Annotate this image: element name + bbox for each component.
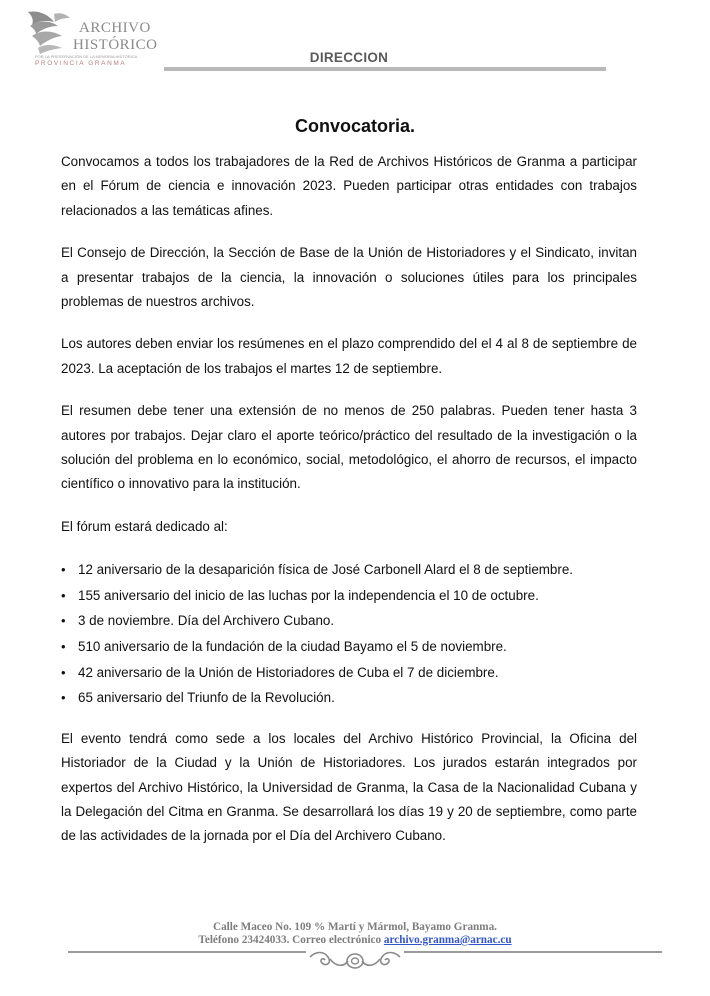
list-item-text: 3 de noviembre. Día del Archivero Cubano. <box>78 613 335 629</box>
logo-tagline: POR LA PRESERVACIÓN DE LA MEMORIA HISTÓRICA <box>35 54 138 59</box>
dedication-list <box>61 557 637 711</box>
list-item <box>61 583 637 609</box>
archive-logo <box>24 6 158 70</box>
footer-address: Calle Maceo No. 109 % Martí y Mármol, Bayamo Granma. <box>213 921 497 933</box>
header-department: DIRECCION <box>309 50 389 65</box>
flourish-ornament-icon <box>306 949 404 973</box>
paragraph-dedication-intro: El fórum estará dedicado al: <box>61 518 228 534</box>
list-item-text: 510 aniversario de la fundación de la ciudad Bayamo el 5 de noviembre. <box>78 639 507 655</box>
paragraph-closing: El evento tendrá como sede a los locales del Archivo Histórico Provincial, la Oficina del Historiador de la Ciudad y la Unión de Historiadores. Los jurados estarán integrados por expertos del Archivo Histórico, la Universidad de Granma, la Casa de la Nacionalidad Cubana y la Delegación del Citma en Granma. Se desarrollará los días 19 y 20 de septiembre, como parte de las actividades de la jornada por el Día del Archivero Cubano. <box>61 730 637 844</box>
list-item <box>61 634 637 660</box>
list-item-text: 155 aniversario del inicio de las luchas por la independencia el 10 de octubre. <box>78 587 539 603</box>
bullet-icon: • <box>61 639 66 655</box>
bullet-icon: • <box>61 562 66 578</box>
list-item-text: 42 aniversario de la Unión de Historiadores de Cuba el 7 de diciembre. <box>78 664 499 680</box>
paragraph-intro: Convocamos a todos los trabajadores de la Red de Archivos Históricos de Granma a participar en el Fórum de ciencia e innovación 2023. Pueden participar otras entidades con trabajos relacionados a las temáticas afines. <box>61 154 637 218</box>
bullet-icon: • <box>61 587 66 603</box>
paragraph-invitation: El Consejo de Dirección, la Sección de Base de la Unión de Historiadores y el Sindicato, invitan a presentar trabajos de la ciencia, la innovación o soluciones útiles para los principales problemas de nuestros archivos. <box>61 245 637 310</box>
list-item <box>61 685 637 711</box>
list-item <box>61 660 637 686</box>
bullet-icon: • <box>61 690 66 706</box>
paragraph-summary-rules: El resumen debe tener una extensión de no menos de 250 palabras. Pueden tener hasta 3 autores por trabajos. Dejar claro el aporte teórico/práctico del resultado de la investigación o la solución del problema en lo económico, social, metodológico, el ahorro de recursos, el impacto científico o innovativo para la institución. <box>61 403 637 492</box>
list-item <box>61 557 637 583</box>
list-item-text: 65 aniversario del Triunfo de la Revolución. <box>78 690 335 706</box>
header-divider <box>164 67 606 71</box>
bullet-icon: • <box>61 664 66 680</box>
bullet-icon: • <box>61 613 66 629</box>
logo-province: PROVINCIA GRANMA <box>35 60 127 67</box>
list-item <box>61 608 637 634</box>
logo-text-historico: HISTÓRICO <box>73 37 158 53</box>
list-item-text: 12 aniversario de la desaparición física de José Carbonell Alard el 8 de septiembre. <box>78 562 573 578</box>
document-body <box>61 150 637 849</box>
paragraph-deadline: Los autores deben enviar los resúmenes en el plazo comprendido del el 4 al 8 de septiembre de 2023. La aceptación de los trabajos el martes 12 de septiembre. <box>61 336 637 376</box>
footer-email-link[interactable]: archivo.granma@arnac.cu <box>383 934 512 946</box>
archive-emblem-icon <box>24 6 76 58</box>
document-title: Convocatoria. <box>294 116 416 136</box>
footer-contact-prefix: Teléfono 23424033. Correo electrónico <box>198 934 384 946</box>
footer-contact <box>0 934 710 946</box>
logo-text-archivo: ARCHIVO <box>79 20 151 36</box>
